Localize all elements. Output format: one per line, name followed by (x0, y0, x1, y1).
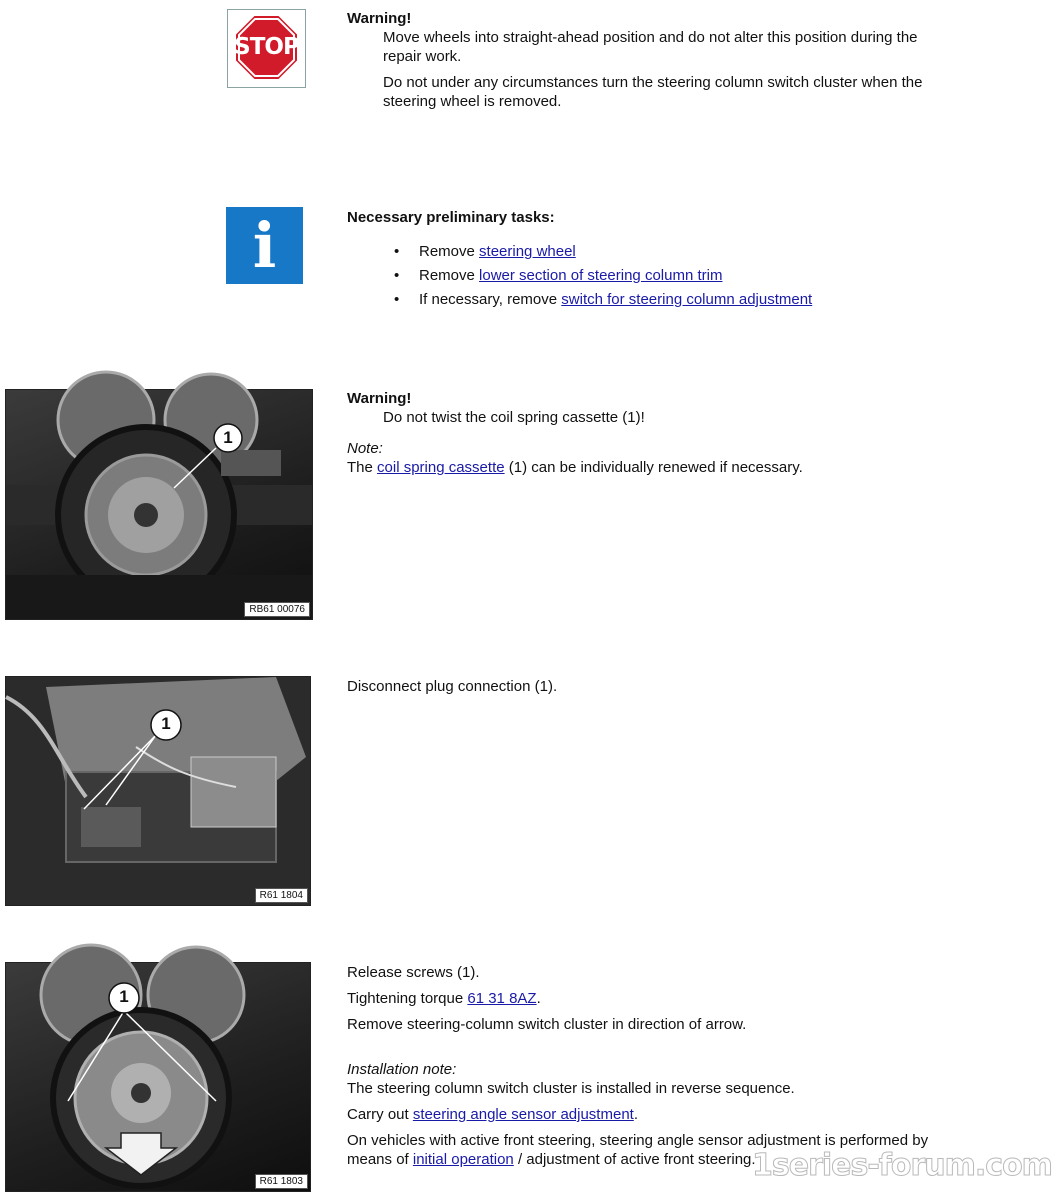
photo-switch-cluster-screws (5, 962, 311, 1192)
release-screws-text: Release screws (1). (347, 964, 480, 981)
info-icon-label: i (252, 209, 277, 282)
warning-title: Warning! (347, 390, 412, 407)
initial-operation-link[interactable]: initial operation (412, 1151, 514, 1168)
warning-text-1: Move wheels into straight-ahead position and do not alter this position during the repair work. (383, 29, 918, 65)
warning-text: Do not twist the coil spring cassette (1)! (383, 409, 645, 426)
step-3-text (347, 963, 957, 1176)
photo-coil-spring-cassette (5, 389, 313, 620)
image-code: R61 1803 (255, 1174, 308, 1189)
steering-wheel-link[interactable]: steering wheel (479, 243, 576, 260)
installation-note-title: Installation note: (347, 1061, 457, 1078)
coil-spring-cassette-link[interactable]: coil spring cassette (377, 459, 505, 476)
remove-cluster-text: Remove steering-column switch cluster in direction of arrow. (347, 1016, 747, 1033)
list-item: • If necessary, remove switch for steering column adjustment (347, 290, 957, 309)
image-code: RB61 00076 (244, 602, 310, 617)
warning-text-2: Do not under any circumstances turn the steering column switch cluster when the steering wheel is removed. (383, 74, 923, 110)
info-icon (226, 207, 303, 284)
carry-out-text: Carry out steering angle sensor adjustment. (347, 1106, 638, 1123)
steering-column-adjustment-switch-link[interactable]: switch for steering column adjustment (561, 291, 813, 308)
warning-title: Warning! (347, 10, 412, 27)
warning-block-1 (347, 9, 957, 118)
preliminary-tasks (347, 208, 957, 314)
installation-note-text: The steering column switch cluster is installed in reverse sequence. (347, 1080, 795, 1097)
task-list (347, 242, 957, 309)
callout-number: 1 (119, 987, 129, 1006)
list-item: • Remove steering wheel (347, 242, 957, 261)
tightening-torque-text: Tightening torque 61 31 8AZ. (347, 990, 541, 1007)
stop-sign-label: STOP (234, 34, 299, 60)
callout-number: 1 (161, 714, 171, 733)
stop-sign-icon (227, 9, 306, 88)
note-title: Note: (347, 440, 383, 457)
torque-spec-link[interactable]: 61 31 8AZ (467, 990, 537, 1007)
note-text: The coil spring cassette (1) can be individually renewed if necessary. (347, 459, 803, 476)
watermark: 1series-forum.com (752, 1148, 1052, 1183)
steering-column-trim-link[interactable]: lower section of steering column trim (479, 267, 723, 284)
step-1-text (347, 389, 957, 477)
image-code: R61 1804 (255, 888, 308, 903)
list-item: • Remove lower section of steering column trim (347, 266, 957, 285)
steering-angle-sensor-link[interactable]: steering angle sensor adjustment (412, 1106, 634, 1123)
active-steering-text: On vehicles with active front steering, steering angle sensor adjustment is performed by means of initial operation / adjustment of active front steering. (347, 1132, 929, 1168)
step-2-text: Disconnect plug connection (1). (347, 678, 558, 695)
callout-number: 1 (223, 428, 233, 447)
photo-plug-connection (5, 676, 311, 906)
preliminary-title: Necessary preliminary tasks: (347, 209, 555, 226)
